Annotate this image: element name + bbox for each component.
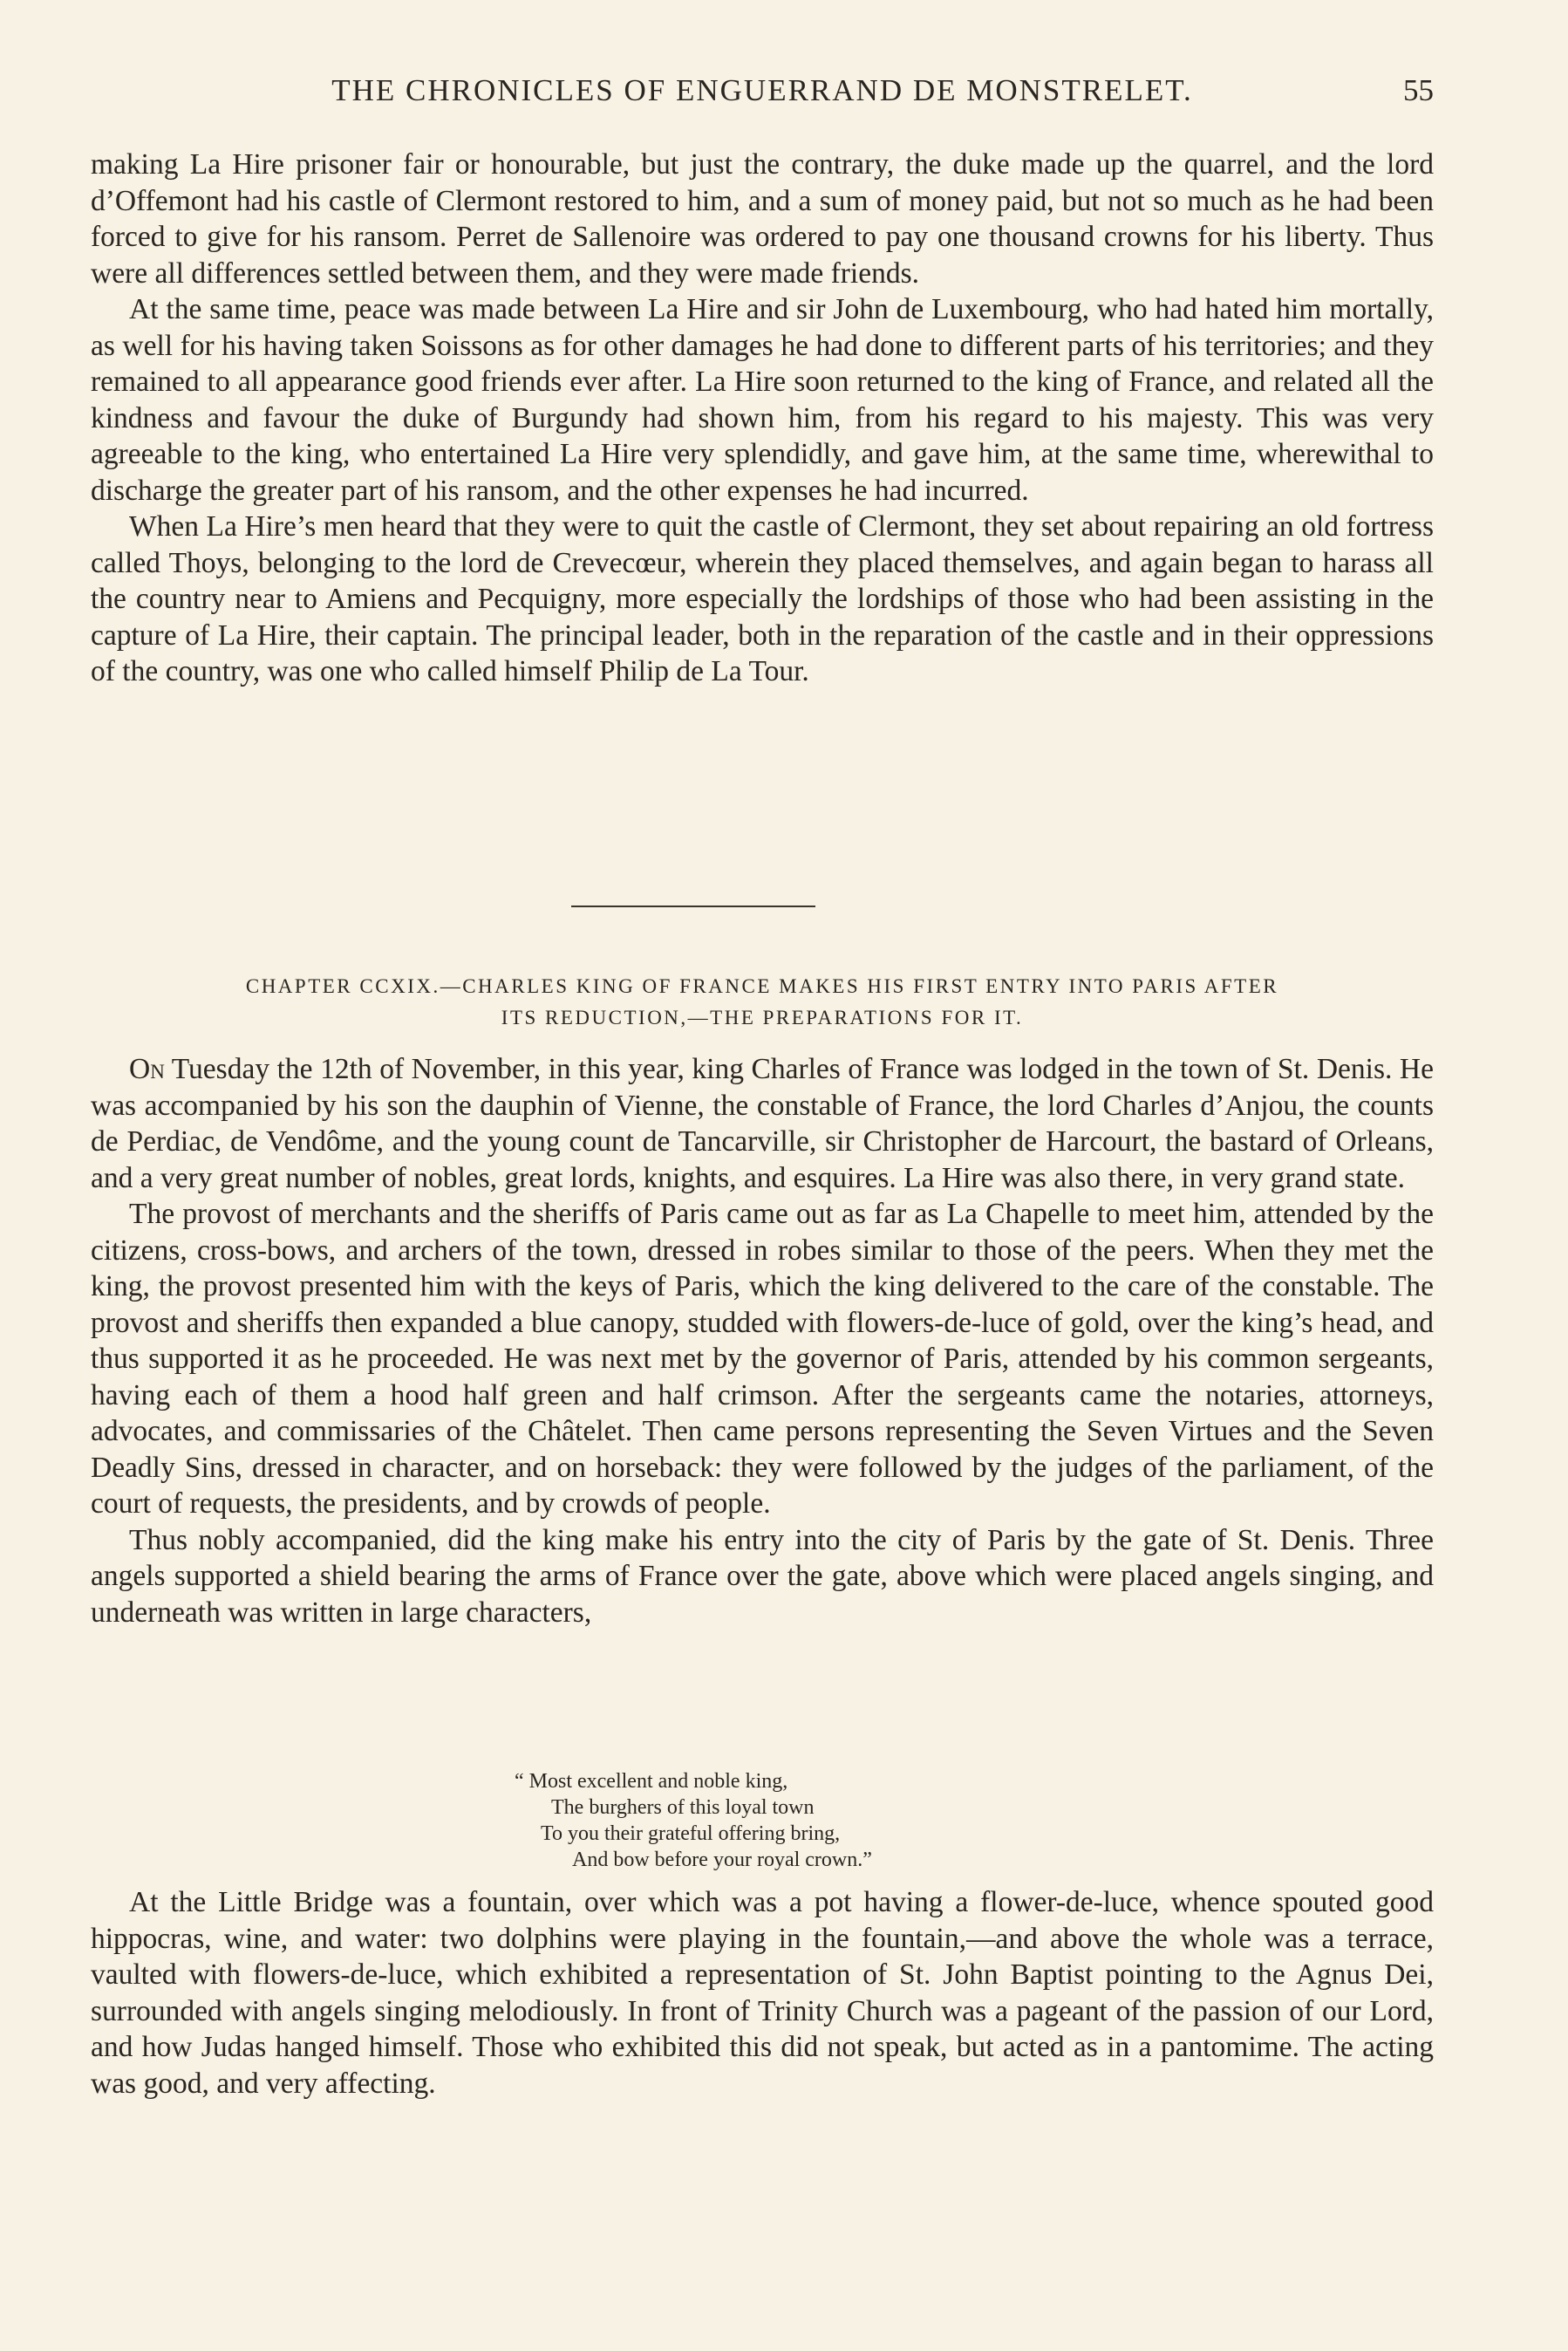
verse-line: To you their grateful offering bring, xyxy=(541,1822,841,1845)
verse-line: And bow before your royal crown.” xyxy=(572,1849,872,1871)
verse-line: “ Most excellent and noble king, xyxy=(515,1770,788,1793)
paragraph: Thus nobly accompanied, did the king make his entry into the city of Paris by the gate of St. Denis. Three angels supported a shield bearing the arms of France over the gate, above which were placed angels singing, and underneath was written in large characters, xyxy=(91,1523,1434,1629)
chapter-heading xyxy=(91,971,1434,1034)
paragraph: making La Hire prisoner fair or honourable, but just the contrary, the duke made up the quarrel, and the lord d’Offemont had his castle of Clermont restored to him, and a sum of money paid, but not so much as he had been forced to give for his ransom. Perret de Sallenoire was ordered to pay one thousand crowns for his liberty. Thus were all differences settled between them, and they were made friends. xyxy=(91,148,1434,290)
paragraph: When La Hire’s men heard that they were to quit the castle of Clermont, they set about repairing an old fortress called Thoys, belonging to the lord de Crevecœur, wherein they placed themselves, and again began to harass all the country near to Amiens and Pecquigny, more especially the lordships of those who had been assisting in the capture of La Hire, their captain. The principal leader, both in the reparation of the castle and in their oppressions of the country, was one who called himself Philip de La Tour. xyxy=(91,510,1434,687)
opening-word: On xyxy=(129,1053,165,1085)
paragraph: At the same time, peace was made between La Hire and sir John de Luxembourg, who had hated him mortally, as well for his having taken Soissons as for other damages he had done to different parts of his territories; and they remained to all appearance good friends ever after. La Hire soon returned to the king of France, and related all the kindness and favour the duke of Burgundy had shown him, from his regard to his majesty. This was very agreeable to the king, who entertained La Hire very splendidly, and gave him, at the same time, wherewithal to discharge the greater part of his ransom, and the other expenses he had incurred. xyxy=(91,293,1434,507)
opening-paragraph-text: Tuesday the 12th of November, in this year, king Charles of France was lodged in the town of St. Denis. He was accompanied by his son the dauphin of Vienne, the constable of France, the lord Charles d’Anjou, the counts de Perdiac, de Vendôme, and the young count de Tancarville, sir Christopher de Harcourt, the bastard of Orleans, and a very great number of nobles, great lords, knights, and esquires. La Hire was also there, in very grand state. xyxy=(91,1053,1434,1194)
paragraph xyxy=(91,1051,1434,1196)
running-head: THE CHRONICLES OF ENGUERRAND DE MONSTRELET. xyxy=(331,73,1193,107)
paragraph: At the Little Bridge was a fountain, over which was a pot having a flower-de-luce, whence spouted good hippocras, wine, and water: two dolphins were playing in the fountain,—and above the whole was a terrace, vaulted with flowers-de-luce, which exhibited a representation of St. John Baptist pointing to the Agnus Dei, surrounded with angels singing melodiously. In front of Trinity Church was a pageant of the passion of our Lord, and how Judas hanged himself. Those who exhibited this did not speak, but acted as in a pantomime. The acting was good, and very affecting. xyxy=(91,1886,1434,2100)
chapter-heading-line: ITS REDUCTION,—THE PREPARATIONS FOR IT. xyxy=(501,1007,1024,1029)
text-block-chapter xyxy=(91,1051,1434,1630)
page-number: 55 xyxy=(1403,73,1434,107)
verse-line: The burghers of this loyal town xyxy=(551,1796,815,1819)
text-block-closing xyxy=(91,1884,1434,2102)
text-block-continuation xyxy=(91,147,1434,690)
page-header xyxy=(91,73,1434,117)
section-divider xyxy=(571,906,815,907)
verse-inscription xyxy=(488,1768,1099,1873)
paragraph: The provost of merchants and the sheriffs of Paris came out as far as La Chapelle to meet him, attended by the citizens, cross-bows, and archers of the town, dressed in robes similar to those of the peers. When they met the king, the provost presented him with the keys of Paris, which the king delivered to the care of the constable. The provost and sheriffs then expanded a blue canopy, studded with flowers-de-luce of gold, over the king’s head, and thus supported it as he proceeded. He was next met by the governor of Paris, attended by his common sergeants, having each of them a hood half green and half crimson. After the sergeants came the notaries, attorneys, advocates, and commissaries of the Châtelet. Then came persons representing the Seven Virtues and the Seven Deadly Sins, dressed in character, and on horseback: they were followed by the judges of the parliament, of the court of requests, the presidents, and by crowds of people. xyxy=(91,1198,1434,1520)
chapter-heading-line: CHAPTER CCXIX.—CHARLES KING OF FRANCE MAKES HIS FIRST ENTRY INTO PARIS AFTER xyxy=(245,975,1279,997)
